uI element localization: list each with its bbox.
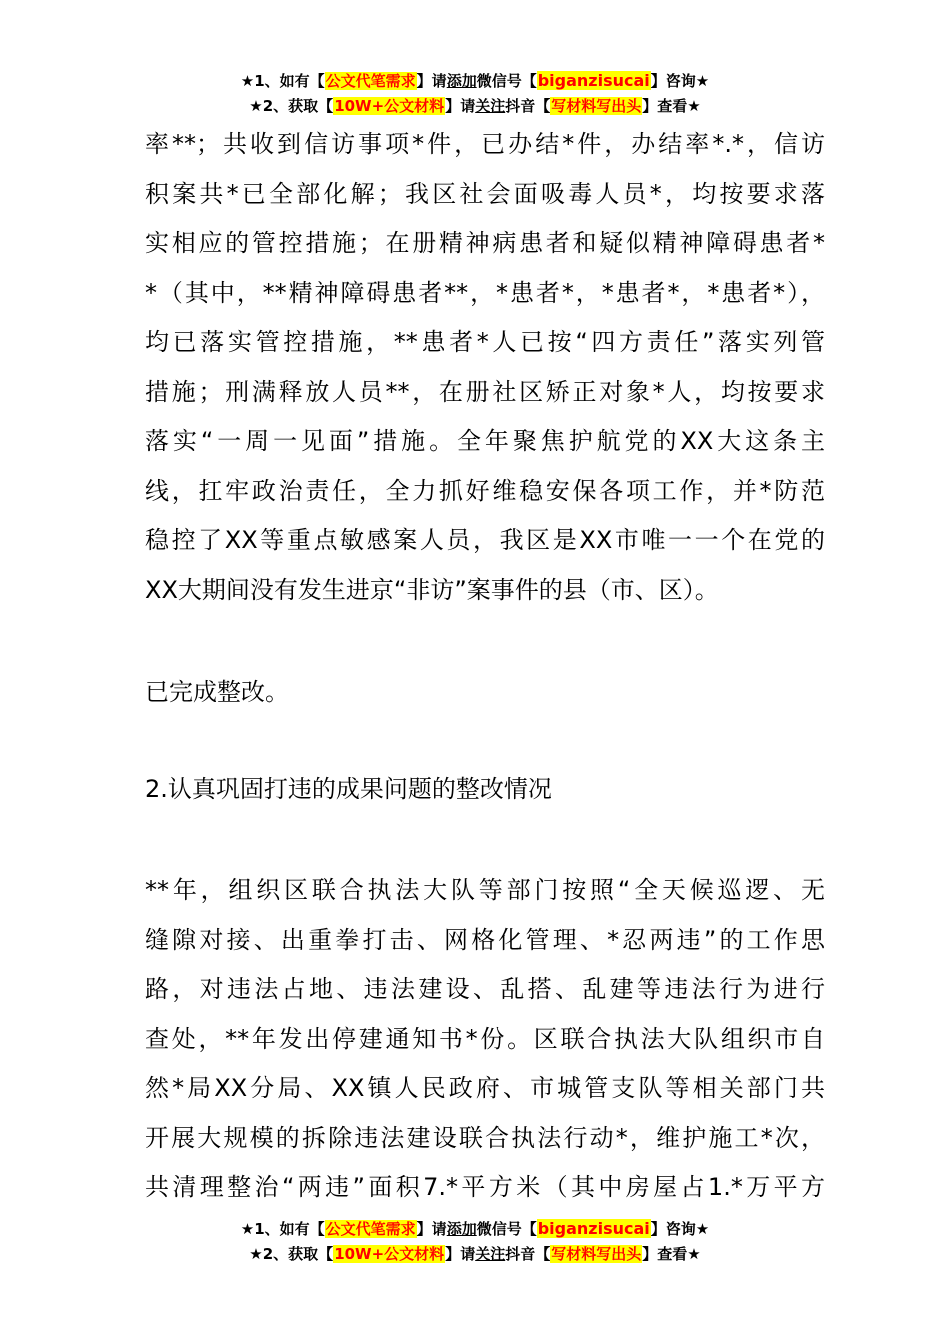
banner-text: 抖音【 (505, 1245, 551, 1263)
text-line: XX大期间没有发生进京“非访”案事件的县（市、区）。 (145, 575, 719, 604)
banner-emphasis: 关注 (475, 97, 506, 115)
banner-emphasis: 添加 (446, 1220, 477, 1238)
star-icon: ★ (240, 72, 255, 90)
star-icon: ★ (249, 97, 263, 115)
highlight-service: 公文代笔需求 (325, 72, 416, 90)
banner-text: 】查看★ (642, 1245, 701, 1263)
text-line: 缝隙对接、出重拳打击、网格化管理、*忍两违”的工作思 (145, 925, 825, 954)
text-line: 然*局XX分局、XX镇人民政府、市城管支队等相关部门共 (145, 1074, 825, 1102)
banner-line-2 (0, 1242, 950, 1267)
text-line: 积案共*已全部化解；我区社会面吸毒人员*，均按要求落 (145, 179, 825, 208)
banner-text: 2、获取【 (262, 1245, 334, 1263)
highlight-douyin: 写材料写出头 (551, 1245, 642, 1263)
header-banner (0, 68, 950, 119)
banner-line-1 (0, 1216, 950, 1242)
text-line: 路，对违法占地、违法建设、乱搭、乱建等违法行为进行 (145, 975, 825, 1003)
paragraph-illegal-construction (145, 866, 825, 1213)
text-line: 率**；共收到信访事项*件，已办结*件，办结率*.*，信访 (145, 130, 825, 158)
banner-text: 】请 (445, 97, 476, 115)
banner-text: 】请 (416, 72, 447, 90)
highlight-materials: 10W+公文材料 (334, 1245, 445, 1263)
banner-text: 】查看★ (642, 97, 701, 115)
banner-text: 微信号【 (476, 72, 537, 90)
banner-text: 】咨询★ (650, 1220, 710, 1238)
text-line: 均已落实管控措施，**患者*人已按“四方责任”落实列管 (145, 328, 825, 356)
footer-banner (0, 1216, 950, 1267)
banner-emphasis: 添加 (446, 72, 477, 90)
text-line: 措施；刑满释放人员**，在册社区矫正对象*人，均按要求 (145, 377, 825, 406)
text-line: *（其中，**精神障碍患者**，*患者*，*患者*，*患者*）， (145, 278, 825, 307)
text-line: 稳控了XX等重点敏感案人员，我区是XX市唯一一个在党的 (145, 526, 825, 554)
banner-emphasis: 关注 (475, 1245, 506, 1263)
text-line: 落实“一周一见面”措施。全年聚焦护航党的XX大这条主 (145, 427, 825, 455)
banner-text: 微信号【 (476, 1220, 537, 1238)
banner-text: 】咨询★ (650, 72, 710, 90)
paragraph-stability-work (145, 120, 825, 615)
banner-text: 1、如有【 (254, 72, 325, 90)
banner-text: 1、如有【 (254, 1220, 325, 1238)
star-icon: ★ (240, 1220, 255, 1238)
highlight-materials: 10W+公文材料 (334, 97, 445, 115)
paragraph-completed (145, 668, 825, 718)
highlight-wechat-id: biganzisucai (537, 1219, 650, 1238)
text-line: 查处，**年发出停建通知书*份。区联合执法大队组织市自 (145, 1024, 825, 1053)
banner-text: 2、获取【 (262, 97, 334, 115)
highlight-service: 公文代笔需求 (325, 1220, 416, 1238)
banner-line-1 (0, 68, 950, 94)
star-icon: ★ (249, 1245, 263, 1263)
text-line: 开展大规模的拆除违法建设联合执法行动*，维护施工*次， (145, 1123, 825, 1152)
banner-text: 抖音【 (505, 97, 551, 115)
banner-text: 】请 (445, 1245, 476, 1263)
banner-line-2 (0, 94, 950, 119)
highlight-wechat-id: biganzisucai (537, 71, 650, 90)
text-line: 已完成整改。 (145, 678, 289, 706)
banner-text: 】请 (416, 1220, 447, 1238)
highlight-douyin: 写材料写出头 (551, 97, 642, 115)
section-heading (145, 765, 825, 815)
text-line: **年，组织区联合执法大队等部门按照“全天候巡逻、无 (145, 876, 825, 904)
text-line: 线，扛牢政治责任，全力抓好维稳安保各项工作，并*防范 (145, 476, 825, 505)
section-heading-text: 2.认真巩固打违的成果问题的整改情况 (145, 775, 552, 803)
text-line: 共清理整治“两违”面积7.*平方米（其中房屋占1.*万平方 (145, 1173, 825, 1201)
text-line: 实相应的管控措施；在册精神病患者和疑似精神障碍患者* (145, 229, 825, 257)
